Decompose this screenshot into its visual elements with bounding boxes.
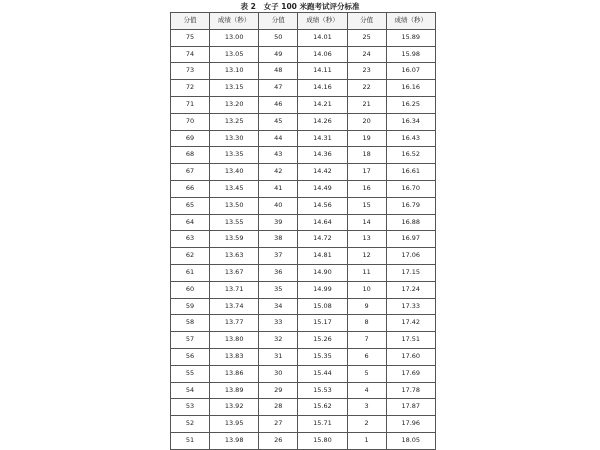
result-cell: 16.70 <box>386 180 435 197</box>
score-cell: 75 <box>171 29 210 46</box>
result-cell: 17.51 <box>386 332 435 349</box>
table-row <box>171 416 436 433</box>
result-cell: 13.05 <box>210 46 259 63</box>
result-cell: 13.71 <box>210 281 259 298</box>
score-cell: 8 <box>347 315 386 332</box>
result-cell: 14.21 <box>298 96 347 113</box>
result-cell: 15.35 <box>298 348 347 365</box>
table-row <box>171 80 436 97</box>
table-row <box>171 315 436 332</box>
table-row <box>171 113 436 130</box>
score-cell: 23 <box>347 63 386 80</box>
table-row <box>171 365 436 382</box>
table-header <box>171 13 436 30</box>
result-cell: 17.87 <box>386 399 435 416</box>
header-score-col-2: 分值 <box>259 13 298 30</box>
score-cell: 66 <box>171 180 210 197</box>
header-result-col-1: 成绩（秒） <box>210 13 259 30</box>
result-cell: 15.62 <box>298 399 347 416</box>
result-cell: 15.26 <box>298 332 347 349</box>
result-cell: 14.06 <box>298 46 347 63</box>
score-cell: 25 <box>347 29 386 46</box>
score-cell: 22 <box>347 80 386 97</box>
score-cell: 14 <box>347 214 386 231</box>
score-cell: 62 <box>171 248 210 265</box>
result-cell: 14.81 <box>298 248 347 265</box>
result-cell: 15.53 <box>298 382 347 399</box>
table-row <box>171 197 436 214</box>
score-cell: 68 <box>171 147 210 164</box>
result-cell: 17.33 <box>386 298 435 315</box>
result-cell: 15.98 <box>386 46 435 63</box>
table-row <box>171 214 436 231</box>
score-cell: 29 <box>259 382 298 399</box>
score-cell: 64 <box>171 214 210 231</box>
score-cell: 73 <box>171 63 210 80</box>
result-cell: 15.71 <box>298 416 347 433</box>
result-cell: 13.86 <box>210 365 259 382</box>
result-cell: 16.52 <box>386 147 435 164</box>
score-cell: 37 <box>259 248 298 265</box>
score-cell: 1 <box>347 432 386 449</box>
table-body <box>171 29 436 449</box>
score-cell: 19 <box>347 130 386 147</box>
table-row <box>171 248 436 265</box>
result-cell: 13.77 <box>210 315 259 332</box>
score-cell: 20 <box>347 113 386 130</box>
score-cell: 69 <box>171 130 210 147</box>
result-cell: 16.88 <box>386 214 435 231</box>
result-cell: 14.90 <box>298 264 347 281</box>
result-cell: 13.20 <box>210 96 259 113</box>
result-cell: 14.49 <box>298 180 347 197</box>
score-cell: 63 <box>171 231 210 248</box>
result-cell: 16.25 <box>386 96 435 113</box>
result-cell: 17.06 <box>386 248 435 265</box>
score-cell: 5 <box>347 365 386 382</box>
score-cell: 39 <box>259 214 298 231</box>
header-score-col-1: 分值 <box>171 13 210 30</box>
score-cell: 41 <box>259 180 298 197</box>
table-row <box>171 96 436 113</box>
table-row <box>171 29 436 46</box>
result-cell: 13.59 <box>210 231 259 248</box>
result-cell: 13.95 <box>210 416 259 433</box>
table-row <box>171 264 436 281</box>
score-cell: 13 <box>347 231 386 248</box>
table-row <box>171 147 436 164</box>
result-cell: 13.00 <box>210 29 259 46</box>
result-cell: 14.64 <box>298 214 347 231</box>
result-cell: 13.40 <box>210 164 259 181</box>
result-cell: 15.17 <box>298 315 347 332</box>
result-cell: 14.16 <box>298 80 347 97</box>
result-cell: 14.36 <box>298 147 347 164</box>
score-cell: 32 <box>259 332 298 349</box>
score-cell: 42 <box>259 164 298 181</box>
result-cell: 14.01 <box>298 29 347 46</box>
score-cell: 27 <box>259 416 298 433</box>
score-cell: 55 <box>171 365 210 382</box>
score-cell: 52 <box>171 416 210 433</box>
result-cell: 14.26 <box>298 113 347 130</box>
score-cell: 56 <box>171 348 210 365</box>
result-cell: 13.89 <box>210 382 259 399</box>
header-result-col-2: 成绩（秒） <box>298 13 347 30</box>
table-row <box>171 46 436 63</box>
score-cell: 34 <box>259 298 298 315</box>
result-cell: 15.80 <box>298 432 347 449</box>
score-cell: 70 <box>171 113 210 130</box>
score-cell: 21 <box>347 96 386 113</box>
score-cell: 35 <box>259 281 298 298</box>
result-cell: 14.99 <box>298 281 347 298</box>
result-cell: 14.56 <box>298 197 347 214</box>
result-cell: 17.78 <box>386 382 435 399</box>
score-cell: 48 <box>259 63 298 80</box>
header-row <box>171 13 436 30</box>
score-cell: 15 <box>347 197 386 214</box>
result-cell: 13.50 <box>210 197 259 214</box>
score-cell: 45 <box>259 113 298 130</box>
header-score-col-3: 分值 <box>347 13 386 30</box>
table-row <box>171 382 436 399</box>
score-cell: 54 <box>171 382 210 399</box>
score-cell: 60 <box>171 281 210 298</box>
score-cell: 74 <box>171 46 210 63</box>
result-cell: 15.44 <box>298 365 347 382</box>
score-cell: 36 <box>259 264 298 281</box>
score-cell: 51 <box>171 432 210 449</box>
result-cell: 18.05 <box>386 432 435 449</box>
result-cell: 17.42 <box>386 315 435 332</box>
table-row <box>171 332 436 349</box>
score-cell: 47 <box>259 80 298 97</box>
result-cell: 16.61 <box>386 164 435 181</box>
result-cell: 13.83 <box>210 348 259 365</box>
score-cell: 33 <box>259 315 298 332</box>
score-cell: 38 <box>259 231 298 248</box>
score-cell: 53 <box>171 399 210 416</box>
result-cell: 13.45 <box>210 180 259 197</box>
score-cell: 43 <box>259 147 298 164</box>
scoring-table <box>170 12 436 450</box>
result-cell: 13.35 <box>210 147 259 164</box>
result-cell: 13.55 <box>210 214 259 231</box>
score-cell: 46 <box>259 96 298 113</box>
result-cell: 13.80 <box>210 332 259 349</box>
score-cell: 67 <box>171 164 210 181</box>
table-row <box>171 281 436 298</box>
score-cell: 30 <box>259 365 298 382</box>
score-cell: 6 <box>347 348 386 365</box>
score-cell: 31 <box>259 348 298 365</box>
result-cell: 13.25 <box>210 113 259 130</box>
score-cell: 59 <box>171 298 210 315</box>
score-cell: 28 <box>259 399 298 416</box>
table-row <box>171 231 436 248</box>
score-cell: 2 <box>347 416 386 433</box>
result-cell: 16.16 <box>386 80 435 97</box>
score-cell: 65 <box>171 197 210 214</box>
score-cell: 44 <box>259 130 298 147</box>
result-cell: 16.43 <box>386 130 435 147</box>
score-cell: 58 <box>171 315 210 332</box>
result-cell: 13.15 <box>210 80 259 97</box>
result-cell: 13.63 <box>210 248 259 265</box>
result-cell: 13.74 <box>210 298 259 315</box>
table-row <box>171 432 436 449</box>
result-cell: 14.72 <box>298 231 347 248</box>
score-cell: 3 <box>347 399 386 416</box>
result-cell: 14.42 <box>298 164 347 181</box>
result-cell: 14.11 <box>298 63 347 80</box>
result-cell: 14.31 <box>298 130 347 147</box>
score-cell: 26 <box>259 432 298 449</box>
table-row <box>171 63 436 80</box>
table-caption: 表 2 女子 100 米跑考试评分标准 <box>240 2 360 11</box>
result-cell: 13.67 <box>210 264 259 281</box>
score-cell: 16 <box>347 180 386 197</box>
result-cell: 13.10 <box>210 63 259 80</box>
table-row <box>171 180 436 197</box>
score-cell: 71 <box>171 96 210 113</box>
result-cell: 17.24 <box>386 281 435 298</box>
score-cell: 10 <box>347 281 386 298</box>
score-cell: 24 <box>347 46 386 63</box>
result-cell: 17.69 <box>386 365 435 382</box>
table-row <box>171 164 436 181</box>
result-cell: 13.92 <box>210 399 259 416</box>
result-cell: 13.30 <box>210 130 259 147</box>
score-cell: 12 <box>347 248 386 265</box>
result-cell: 16.97 <box>386 231 435 248</box>
result-cell: 15.89 <box>386 29 435 46</box>
score-cell: 11 <box>347 264 386 281</box>
score-cell: 61 <box>171 264 210 281</box>
table-row <box>171 130 436 147</box>
score-cell: 50 <box>259 29 298 46</box>
score-cell: 18 <box>347 147 386 164</box>
score-cell: 9 <box>347 298 386 315</box>
score-cell: 4 <box>347 382 386 399</box>
result-cell: 16.34 <box>386 113 435 130</box>
result-cell: 17.60 <box>386 348 435 365</box>
score-cell: 7 <box>347 332 386 349</box>
result-cell: 17.15 <box>386 264 435 281</box>
score-cell: 17 <box>347 164 386 181</box>
result-cell: 13.98 <box>210 432 259 449</box>
header-result-col-3: 成绩（秒） <box>386 13 435 30</box>
result-cell: 15.08 <box>298 298 347 315</box>
table-row <box>171 399 436 416</box>
score-cell: 72 <box>171 80 210 97</box>
result-cell: 16.07 <box>386 63 435 80</box>
score-cell: 57 <box>171 332 210 349</box>
score-cell: 49 <box>259 46 298 63</box>
table-row <box>171 348 436 365</box>
score-cell: 40 <box>259 197 298 214</box>
result-cell: 17.96 <box>386 416 435 433</box>
result-cell: 16.79 <box>386 197 435 214</box>
table-row <box>171 298 436 315</box>
